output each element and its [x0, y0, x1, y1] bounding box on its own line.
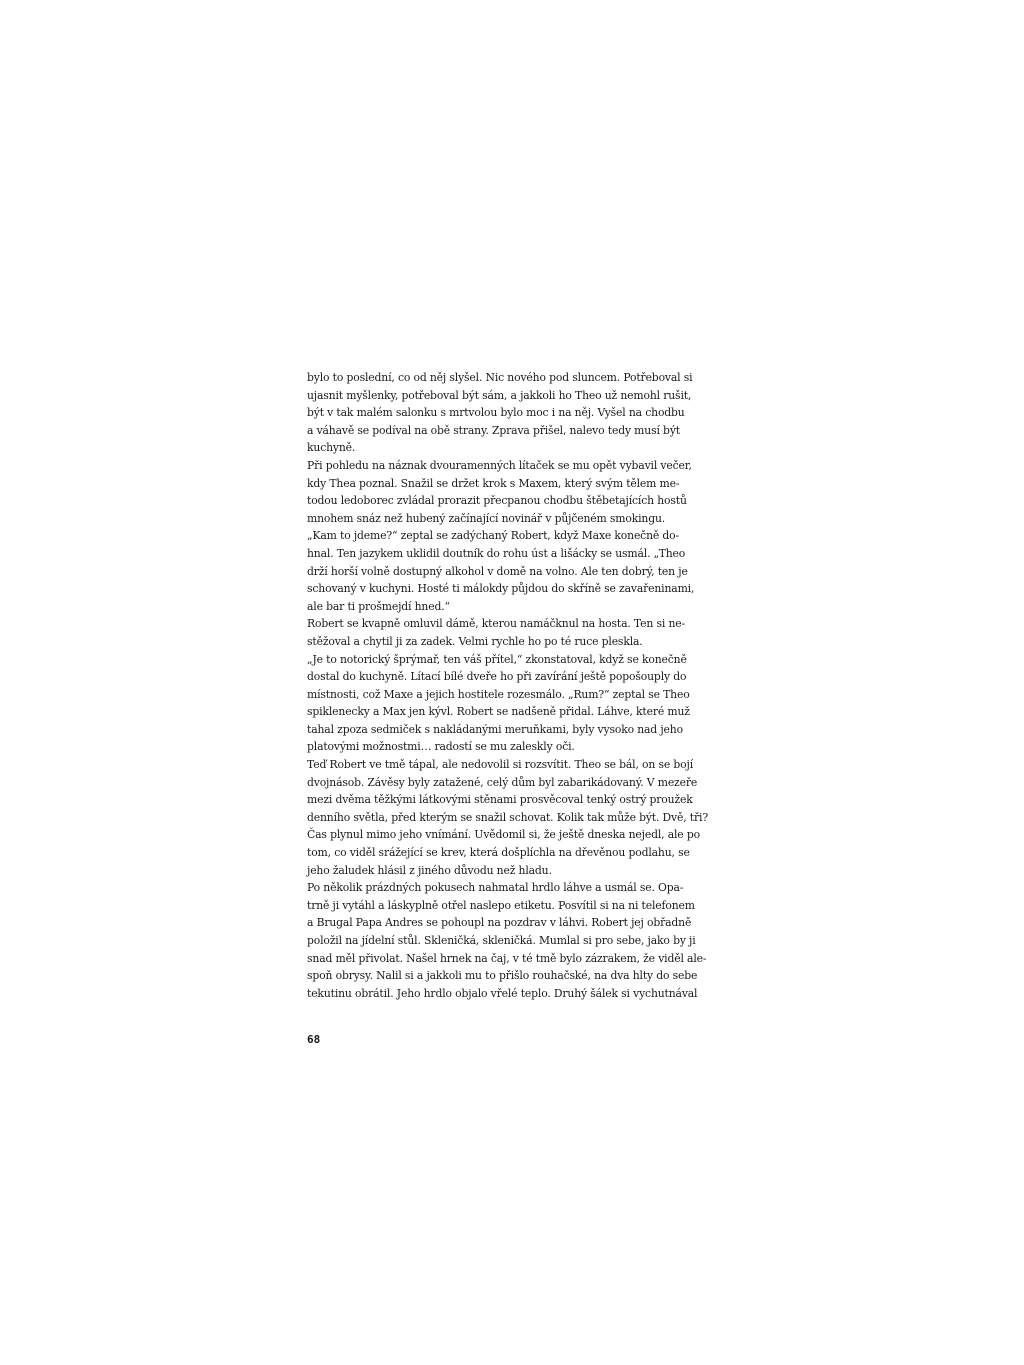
text-line: tom, co viděl srážející se krev, která došplíchla na dřevěnou podlahu, se [307, 846, 690, 860]
text-line: spiklenecky a Max jen kývl. Robert se nadšeně přidal. Láhve, které muž [307, 705, 690, 719]
text-line: a váhavě se podíval na obě strany. Zprava přišel, nalevo tedy musí být [307, 423, 680, 437]
text-line: hnal. Ten jazykem uklidil doutník do rohu úst a lišácky se usmál. „Theo [307, 546, 686, 560]
text-line: dostal do kuchyně. Lítací bílé dveře ho při zavírání ještě popošouply do [307, 670, 687, 684]
text-line: mnohem snáz než hubený začínající novinář v půjčeném smokingu. [307, 511, 666, 525]
text-line: ale bar ti prošmejdí hned.“ [307, 599, 450, 613]
text-line: ujasnit myšlenky, potřeboval být sám, a jakkoli ho Theo už nemohl rušit, [307, 388, 692, 402]
text-line: spoň obrysy. Nalil si a jakkoli mu to přišlo rouhačské, na dva hlty do sebe [307, 969, 698, 983]
text-line: položil na jídelní stůl. Skleničká, skleničká. Mumlal si pro sebe, jako by ji [307, 934, 696, 947]
text-line: místnosti, což Maxe a jejich hostitele rozesmálo. „Rum?“ zeptal se Theo [307, 687, 690, 701]
text-line: platovými možnostmi… radostí se mu zaleskly oči. [307, 740, 575, 754]
text-line: denního světla, před kterým se snažil schovat. Kolik tak může být. Dvě, tři? [307, 810, 708, 824]
text-line: stěžoval a chytil ji za zadek. Velmi rychle ho po té ruce pleskla. [307, 634, 643, 648]
text-line: trně ji vytáhl a láskyplně otřel naslepo etiketu. Posvítil si na ni telefonem [307, 898, 695, 912]
text-line: Po několik prázdných pokusech nahmatal hrdlo láhve a usmál se. Opa- [307, 881, 684, 895]
text-line: Teď Robert ve tmě tápal, ale nedovolil si rozsvítit. Theo se bál, on se bojí [307, 758, 694, 772]
text-line: tekutinu obrátil. Jeho hrdlo objalo vřelé teplo. Druhý šálek si vychutnával [307, 986, 698, 1000]
text-line: kuchyně. [307, 441, 356, 455]
text-line: bylo to poslední, co od něj slyšel. Nic nového pod sluncem. Potřeboval si [307, 371, 693, 384]
text-line: Čas plynul mimo jeho vnímání. Uvědomil si, že ještě dneska nejedl, ale po [307, 828, 700, 842]
text-line: „Je to notorický šprýmař, ten váš přítel,“ zkonstatoval, když se konečně [307, 652, 687, 666]
text-line: snad měl přivolat. Našel hrnek na čaj, v té tmě bylo zázrakem, že viděl ale- [307, 951, 707, 965]
body-text [307, 369, 708, 1002]
text-line: drží horší volně dostupný alkohol v domě na volno. Ale ten dobrý, ten je [307, 564, 688, 578]
text-line: Při pohledu na náznak dvouramenných lítaček se mu opět vybavil večer, [307, 458, 692, 472]
text-line: a Brugal Papa Andres se pohoupl na pozdrav v láhvi. Robert jej obřadně [307, 916, 692, 930]
text-line: mezi dvěma těžkými látkovými stěnami prosvěcoval tenký ostrý proužek [307, 793, 693, 807]
text-line: schovaný v kuchyni. Hosté ti málokdy půjdou do skříně se zavařeninami, [307, 582, 695, 596]
text-line: jeho žaludek hlásil z jiného důvodu než hladu. [307, 863, 552, 877]
text-line: kdy Thea poznal. Snažil se držet krok s Maxem, který svým tělem me- [307, 476, 680, 490]
text-line: „Kam to jdeme?“ zeptal se zadýchaný Robert, když Maxe konečně do- [307, 529, 680, 543]
text-line: dvojnásob. Závěsy byly zatažené, celý dům byl zabarikádovaný. V mezeře [307, 775, 698, 789]
text-line: tahal zpoza sedmiček s nakládanými meruňkami, byly vysoko nad jeho [307, 722, 683, 736]
text-line: todou ledoborec zvládal prorazit přecpanou chodbu štěbetajících hostů [307, 494, 687, 508]
text-line: být v tak malém salonku s mrtvolou bylo moc i na něj. Vyšel na chodbu [307, 406, 685, 420]
text-line: Robert se kvapně omluvil dámě, kterou namáčknul na hosta. Ten si ne- [307, 617, 685, 631]
page-number: 68 [307, 1033, 321, 1046]
